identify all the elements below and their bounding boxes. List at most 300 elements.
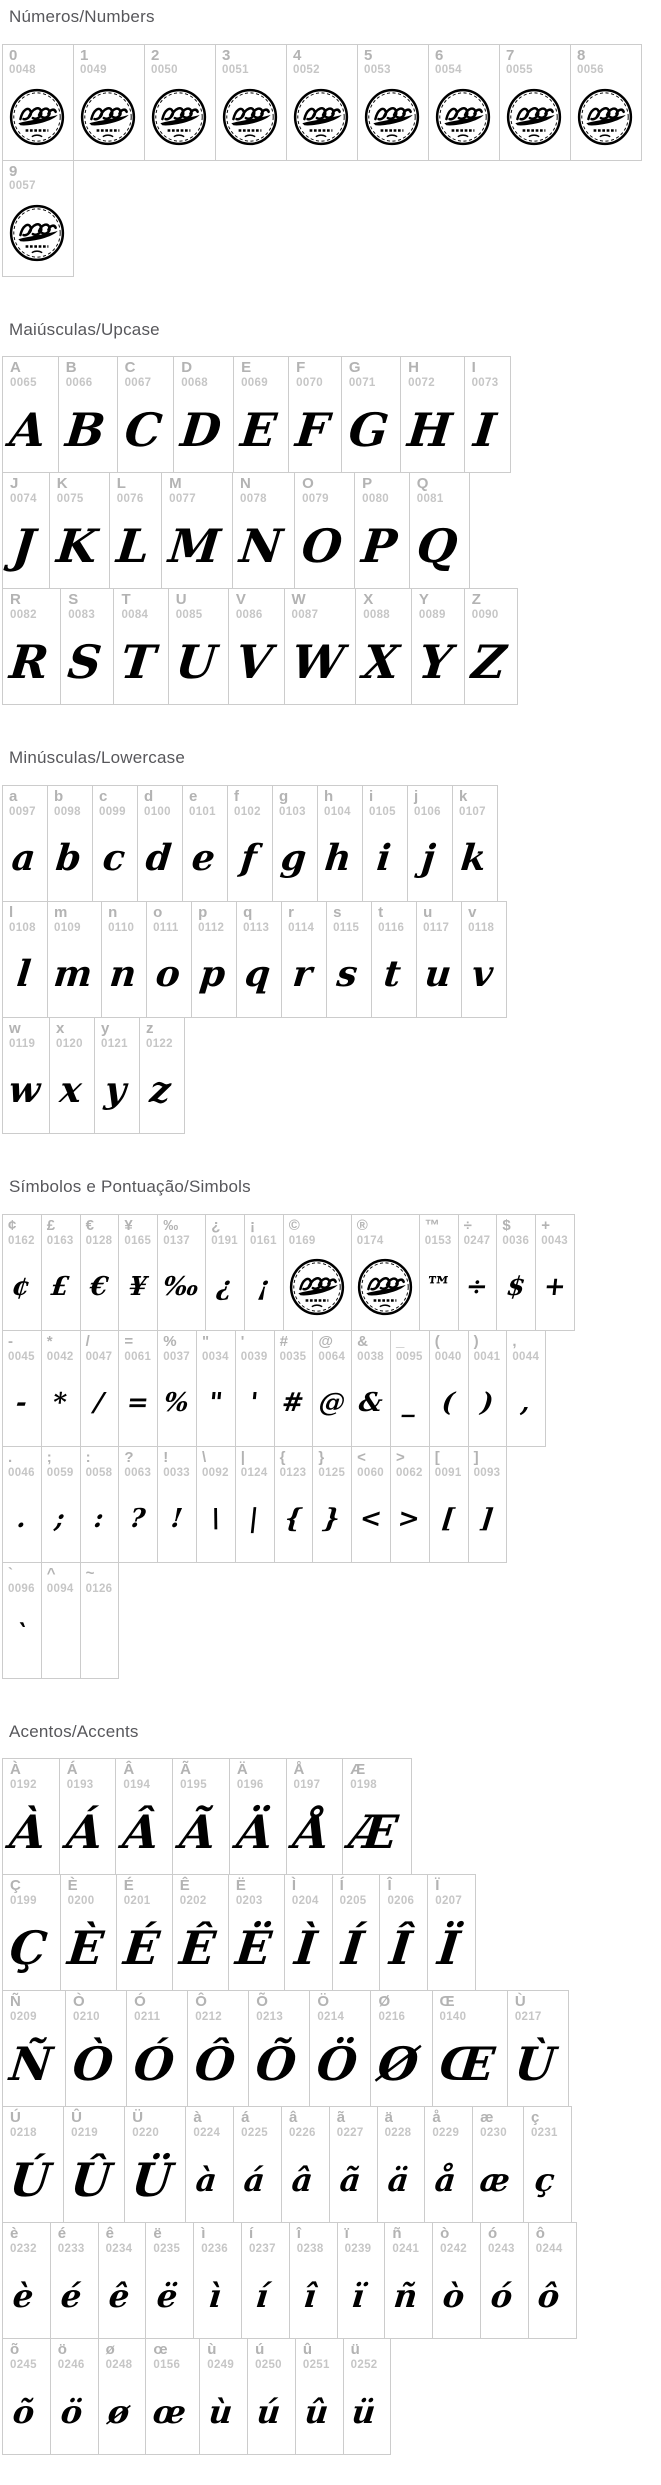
glyph-character: d: [143, 837, 174, 880]
character-label: ç: [530, 2109, 540, 2127]
glyph-preview: [241, 2141, 268, 2218]
glyph-preview: [292, 1909, 319, 1986]
glyph-cell: [312, 1446, 352, 1563]
glyph-cell: [496, 1214, 536, 1331]
glyph-preview: [241, 1364, 268, 1441]
glyph-cell: [2, 588, 61, 705]
glyph-character: q: [242, 953, 273, 996]
glyph-cell: [342, 1758, 412, 1875]
character-label: Ï: [435, 1877, 440, 1895]
character-code: 0056: [577, 64, 604, 77]
glyph-preview: [124, 1364, 151, 1441]
character-code: 0042: [46, 1350, 74, 1363]
glyph-character: w: [6, 1069, 43, 1112]
character-label: {: [279, 1448, 286, 1466]
character-label: Ö: [317, 1993, 330, 2011]
glyph-character: æ: [478, 2160, 512, 2199]
glyph-row: [2, 1758, 412, 1875]
glyph-character: n: [107, 953, 138, 996]
character-label: H: [408, 359, 419, 377]
glyph-cell: [2, 356, 59, 473]
glyph-preview: [385, 2141, 412, 2218]
character-label: ,: [512, 1332, 517, 1350]
glyph-cell: [341, 356, 401, 473]
character-label: S: [68, 591, 79, 609]
character-label: Ë: [235, 1877, 246, 1895]
character-code: 0109: [54, 921, 81, 934]
character-code: 0229: [432, 2127, 460, 2140]
glyph-character: }: [321, 1504, 342, 1535]
glyph-character: +: [542, 1272, 568, 1303]
brand-stamp-icon: [435, 88, 491, 146]
character-code: 0125: [318, 1466, 346, 1479]
character-code: 0230: [480, 2127, 507, 2140]
glyph-cell: [281, 901, 327, 1018]
character-code: 0241: [392, 2243, 420, 2256]
character-label: 6: [435, 46, 444, 64]
character-code: 0165: [124, 1234, 152, 1247]
glyph-cell: [92, 785, 138, 902]
glyph-preview: [47, 1248, 74, 1325]
glyph-character: V: [232, 634, 275, 689]
character-label: ø: [105, 2341, 115, 2359]
glyph-preview: [222, 78, 278, 155]
glyph-character: M: [166, 518, 223, 573]
character-label: ™: [424, 1216, 440, 1234]
glyph-grid-upcase: [2, 356, 659, 705]
character-label: e: [189, 788, 198, 806]
glyph-preview: [511, 2025, 558, 2102]
glyph-preview: [253, 2025, 300, 2102]
character-label: œ: [153, 2341, 168, 2359]
character-label: 1: [80, 46, 89, 64]
section-title-symbols: Símbolos e Pontuação/Simbols: [9, 1177, 251, 1197]
character-code: 0246: [57, 2359, 85, 2372]
glyph-character: ÷: [464, 1272, 490, 1303]
glyph-character: å: [433, 2160, 459, 2199]
glyph-character: ì: [206, 2276, 223, 2315]
glyph-cell: [2, 1446, 42, 1563]
glyph-character: X: [360, 634, 402, 689]
glyph-character: é: [59, 2276, 84, 2315]
character-label: E: [241, 359, 252, 377]
character-label: Æ: [350, 1761, 366, 1779]
character-code: 0103: [279, 805, 306, 818]
character-label: p: [198, 904, 208, 922]
glyph-row: [2, 2339, 391, 2455]
glyph-cell: [115, 1758, 173, 1875]
character-code: 0098: [54, 805, 81, 818]
glyph-character: í: [254, 2276, 271, 2315]
glyph-cell: [124, 2106, 186, 2223]
glyph-cell: [416, 901, 462, 1018]
character-label: €: [85, 1216, 94, 1234]
character-code: 0244: [535, 2243, 563, 2256]
glyph-character: ': [248, 1388, 260, 1419]
glyph-cell: [235, 1446, 275, 1563]
glyph-character: F: [293, 402, 332, 457]
glyph-preview: [151, 78, 207, 155]
character-code: 0065: [10, 377, 37, 390]
glyph-preview: [387, 1909, 414, 1986]
glyph-character: I: [471, 402, 499, 457]
glyph-cell: [2, 1562, 42, 1679]
glyph-preview: [163, 1480, 190, 1557]
glyph-preview: [360, 623, 402, 700]
character-label: ;: [46, 1448, 52, 1466]
character-label: L: [116, 475, 126, 493]
character-label: ë: [153, 2225, 162, 2243]
glyph-cell: [244, 1214, 284, 1331]
glyph-cell: [118, 1446, 158, 1563]
character-code: 0054: [435, 64, 462, 77]
character-label: Ç: [10, 1877, 21, 1895]
character-code: 0053: [364, 64, 391, 77]
character-code: 0156: [153, 2359, 181, 2372]
character-label: ò: [440, 2225, 450, 2243]
character-label: |: [240, 1448, 245, 1466]
glyph-preview: [172, 623, 219, 700]
glyph-cell: [60, 1874, 117, 1991]
glyph-row: [2, 2107, 572, 2223]
character-label: Ñ: [10, 1993, 21, 2011]
glyph-character: <: [358, 1504, 384, 1535]
glyph-preview: [65, 623, 105, 700]
glyph-grid-accents: [2, 1758, 659, 2455]
character-code: 0123: [279, 1466, 307, 1479]
character-code: 0191: [211, 1234, 238, 1247]
glyph-cell: [2, 901, 48, 1018]
character-code: 0198: [350, 1779, 378, 1792]
glyph-character: .: [15, 1504, 28, 1535]
glyph-character: e: [189, 837, 218, 880]
brand-stamp-icon: [293, 88, 349, 146]
character-code: 0115: [333, 921, 360, 934]
glyph-cell: [144, 44, 216, 161]
glyph-character: â: [290, 2160, 315, 2199]
glyph-character: L: [113, 518, 152, 573]
glyph-cell: [185, 2106, 234, 2223]
character-label: æ: [480, 2109, 494, 2127]
glyph-row: [2, 356, 511, 473]
glyph-preview: [106, 2257, 133, 2334]
character-code: 0104: [324, 805, 351, 818]
character-code: 0247: [463, 1234, 491, 1247]
glyph-character: ñ: [392, 2276, 420, 2315]
glyph-preview: [234, 820, 263, 897]
character-code: 0100: [144, 805, 171, 818]
glyph-character: c: [100, 837, 127, 880]
section-title-upcase: Maiúsculas/Upcase: [9, 319, 160, 339]
glyph-cell: [172, 1758, 230, 1875]
glyph-cell: [80, 1214, 120, 1331]
glyph-character: Ø: [375, 2036, 422, 2091]
character-label: [: [434, 1448, 440, 1466]
character-label: &: [357, 1332, 369, 1350]
character-label: s: [333, 904, 342, 922]
character-code: 0226: [288, 2127, 316, 2140]
glyph-cell: [332, 1874, 381, 1991]
glyph-character: È: [64, 1920, 106, 1975]
glyph-preview: [396, 1364, 423, 1441]
character-label: =: [124, 1332, 134, 1350]
glyph-preview: [64, 1909, 106, 1986]
glyph-character: K: [53, 518, 100, 573]
glyph-preview: [375, 2025, 422, 2102]
character-code: 0117: [423, 921, 450, 934]
character-code: 0088: [363, 609, 390, 622]
glyph-cell: [317, 785, 363, 902]
character-code: 0082: [10, 609, 37, 622]
character-label: Ä: [236, 1761, 248, 1779]
glyph-character: >: [396, 1504, 422, 1535]
glyph-cell: [227, 785, 273, 902]
glyph-preview: [8, 1480, 35, 1557]
glyph-cell: [2, 1017, 50, 1134]
glyph-character: B: [62, 402, 108, 457]
character-code: 0089: [418, 609, 446, 622]
glyph-preview: [8, 1248, 35, 1325]
character-label: +: [541, 1216, 550, 1234]
glyph-preview: [99, 820, 128, 897]
character-code: 0087: [291, 609, 319, 622]
glyph-cell: [377, 2106, 426, 2223]
character-code: 0094: [46, 1582, 74, 1595]
glyph-cell: [2, 1214, 42, 1331]
glyph-character: ô: [536, 2276, 562, 2315]
glyph-cell: [424, 2106, 473, 2223]
character-code: 0072: [408, 377, 435, 390]
character-label: ä: [384, 2109, 393, 2127]
glyph-preview: [86, 1364, 113, 1441]
character-label: Á: [66, 1761, 78, 1779]
glyph-character: D: [178, 402, 224, 457]
glyph-preview: [333, 936, 362, 1013]
character-label: ¥: [124, 1216, 133, 1234]
glyph-cell: [168, 588, 229, 705]
character-code: 0105: [369, 805, 396, 818]
glyph-cell: [390, 1446, 430, 1563]
glyph-preview: [293, 391, 332, 468]
glyph-preview: [47, 1364, 74, 1441]
glyph-character: À: [7, 1804, 49, 1859]
character-label: 5: [364, 46, 373, 64]
character-code: 0050: [151, 64, 178, 77]
character-label: <: [357, 1448, 366, 1466]
glyph-preview: [124, 1480, 151, 1557]
glyph-row: [2, 161, 74, 277]
glyph-cell: [2, 2222, 51, 2339]
character-code: 0199: [10, 1895, 37, 1908]
glyph-cell: [145, 2222, 194, 2339]
glyph-character: €: [88, 1272, 110, 1303]
glyph-cell: [2, 2338, 51, 2455]
character-code: 0174: [356, 1234, 384, 1247]
character-code: 0236: [201, 2243, 228, 2256]
brand-stamp-icon: [289, 1258, 345, 1316]
glyph-character: Ú: [7, 2152, 53, 2207]
glyph-character: ù: [207, 2392, 235, 2431]
character-code: 0235: [153, 2243, 181, 2256]
glyph-cell: [49, 472, 110, 589]
glyph-preview: [10, 2373, 37, 2450]
character-code: 0118: [468, 921, 495, 934]
character-label: :: [85, 1448, 91, 1466]
section-title-accents: Acentos/Accents: [9, 1721, 139, 1741]
glyph-character: £: [49, 1272, 71, 1303]
glyph-preview: [86, 1248, 113, 1325]
glyph-cell: [362, 785, 408, 902]
glyph-cell: [101, 901, 147, 1018]
glyph-character: Á: [63, 1804, 106, 1859]
glyph-character: &: [357, 1388, 384, 1419]
character-label: }: [318, 1448, 325, 1466]
character-code: 0207: [435, 1895, 463, 1908]
character-label: %: [163, 1332, 177, 1350]
character-code: 0059: [46, 1466, 74, 1479]
glyph-character: ?: [128, 1504, 147, 1535]
glyph-preview: [211, 1248, 238, 1325]
glyph-cell: [370, 1990, 432, 2107]
character-label: Å: [293, 1761, 305, 1779]
character-code: 0114: [288, 921, 315, 934]
glyph-cell: [98, 2338, 147, 2455]
character-code: 0086: [235, 609, 263, 622]
glyph-preview: [202, 1364, 229, 1441]
character-label: O: [302, 475, 314, 493]
glyph-preview: [324, 820, 353, 897]
brand-stamp-icon: [9, 204, 65, 262]
character-code: 0068: [181, 377, 209, 390]
character-code: 0200: [67, 1895, 95, 1908]
character-label: /: [85, 1332, 90, 1350]
glyph-preview: [468, 936, 497, 1013]
glyph-cell: [241, 2222, 290, 2339]
glyph-character: #: [280, 1388, 306, 1419]
glyph-character: ø: [106, 2392, 132, 2431]
character-label: é: [57, 2225, 67, 2243]
glyph-character: ã: [337, 2160, 363, 2199]
character-code: 0124: [240, 1466, 268, 1479]
glyph-cell: [199, 2338, 248, 2455]
glyph-row: [2, 902, 507, 1018]
section-upcase: [2, 321, 659, 706]
glyph-grid-lowercase: [2, 785, 659, 1134]
glyph-cell: [472, 2106, 524, 2223]
character-code: 0036: [502, 1234, 530, 1247]
character-code: 0058: [85, 1466, 113, 1479]
character-label: `: [8, 1564, 13, 1582]
character-label: 3: [222, 46, 231, 64]
glyph-preview: [7, 1909, 50, 1986]
glyph-cell: [116, 1874, 173, 1991]
character-label: j: [414, 788, 419, 806]
character-label: \: [201, 1448, 207, 1466]
glyph-cell: [248, 1990, 310, 2107]
glyph-cell: [535, 1214, 575, 1331]
glyph-cell: [329, 2106, 378, 2223]
glyph-character: |: [247, 1504, 261, 1535]
glyph-character: Å: [290, 1804, 333, 1859]
glyph-preview: [10, 2257, 37, 2334]
character-code: 0204: [291, 1895, 319, 1908]
character-code: 0041: [473, 1350, 501, 1363]
glyph-cell: [41, 1446, 81, 1563]
character-code: 0126: [85, 1582, 113, 1595]
glyph-preview: [176, 1909, 218, 1986]
character-label: Ô: [195, 1993, 207, 2011]
character-label: l: [9, 904, 14, 922]
character-code: 0116: [378, 921, 405, 934]
glyph-preview: [68, 2141, 115, 2218]
character-label: $: [502, 1216, 511, 1234]
glyph-preview: [163, 1248, 199, 1325]
character-code: 0231: [530, 2127, 558, 2140]
glyph-character: {: [283, 1504, 303, 1535]
glyph-preview: [357, 1480, 384, 1557]
character-code: 0252: [350, 2359, 378, 2372]
character-label: û: [302, 2341, 313, 2359]
glyph-cell: [73, 44, 145, 161]
glyph-preview: [54, 820, 83, 897]
character-label: F: [296, 359, 306, 377]
glyph-character: Û: [68, 2152, 115, 2207]
character-code: 0064: [318, 1350, 346, 1363]
glyph-preview: [189, 820, 218, 897]
glyph-preview: [238, 391, 280, 468]
glyph-cell: [233, 2106, 282, 2223]
glyph-preview: [436, 2025, 497, 2102]
character-label: ê: [105, 2225, 114, 2243]
character-label: !: [163, 1448, 169, 1466]
glyph-character: _: [401, 1388, 418, 1419]
glyph-cell: [187, 1990, 249, 2107]
glyph-character: Õ: [253, 2036, 300, 2091]
glyph-cell: [506, 1330, 546, 1447]
glyph-preview: [480, 2141, 510, 2218]
glyph-preview: [318, 1364, 345, 1441]
glyph-preview: [293, 78, 349, 155]
glyph-preview: [9, 820, 38, 897]
glyph-character: C: [121, 402, 165, 457]
glyph-row: [2, 785, 498, 902]
character-label: r: [288, 904, 294, 922]
glyph-cell: [196, 1446, 236, 1563]
glyph-preview: [290, 1793, 333, 1870]
character-code: 0119: [9, 1037, 36, 1050]
glyph-character: ë: [154, 2276, 179, 2315]
glyph-cell: [312, 1330, 352, 1447]
glyph-preview: [364, 78, 420, 155]
character-label: ú: [255, 2341, 265, 2359]
character-code: 0110: [108, 921, 135, 934]
character-label: P: [362, 475, 373, 493]
glyph-character: W: [288, 634, 347, 689]
glyph-preview: [413, 507, 460, 584]
character-code: 0202: [179, 1895, 207, 1908]
character-code: 0061: [124, 1350, 152, 1363]
character-code: 0210: [73, 2011, 100, 2024]
character-code: 0162: [8, 1234, 35, 1247]
glyph-preview: [10, 507, 37, 584]
glyph-cell: [409, 472, 470, 589]
glyph-cell: [286, 44, 358, 161]
character-label: ‰: [163, 1216, 179, 1234]
character-code: 0192: [10, 1779, 37, 1792]
character-code: 0046: [8, 1466, 35, 1479]
glyph-character: [: [440, 1504, 456, 1535]
glyph-preview: [464, 1248, 491, 1325]
